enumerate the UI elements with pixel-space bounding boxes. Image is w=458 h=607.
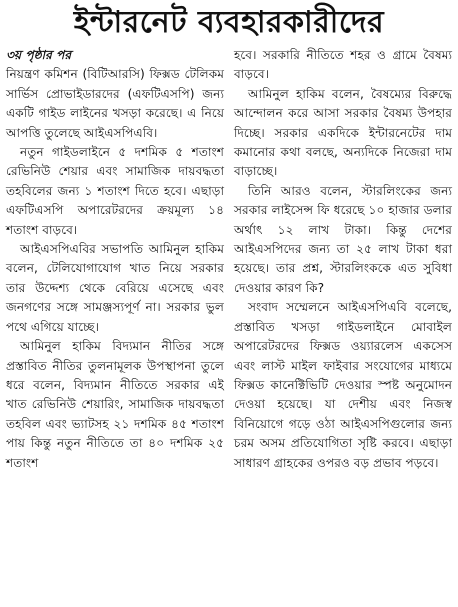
paragraph: নতুন গাইডলাইনে ৫ দশমিক ৫ শতাংশ রেভিনিউ শেয়ার এবং সামাজিক দায়বদ্ধতা তহবিলের জন্য ১ শতাংশ দিতে হবে। এছাড়া এফটিএসপি অপারেটরদের ক্রয়মূল্য ১৪ শতাংশ বাড়বে।: [6, 145, 224, 237]
paragraph: তিনি আরও বলেন, স্টারলিংকের জন্য সরকার লাইসেন্স ফি ধরেছে ১০ হাজার ডলার অর্থাৎ ১২ লাখ টাকা। কিন্তু দেশের আইএসপিদের জন্য তা ২৫ লাখ টাকা ধরা হয়েছে। তার প্রশ্ন, স্টারলিংককে এত সুবিধা দেওয়ার কারণ কি?: [234, 183, 452, 295]
paragraph: সংবাদ সম্মেলনে আইএসপিএবি বলেছে, প্রস্তাবিত খসড়া গাইডলাইনে মোবাইল অপারেটরদের ফিক্সড ওয়্যারলেস একসেস এবং লাস্ট মাইল ফাইবার সংযোগের মাধ্যমে ফিক্সড কানেক্টিভিটি দেওয়ার স্পষ্ট অনুমোদন দেওয়া হয়েছে। যা দেশীয় এবং নিজস্ব বিনিয়োগে গড়ে ওঠা আইএসপিগুলোর জন্য চরম অসম প্রতিযোগিতা সৃষ্টি করবে। এছাড়া সাধারণ গ্রাহকের ওপরও বড় প্রভাব পড়বে।: [234, 300, 452, 470]
paragraph: আইএসপিএবির সভাপতি আমিনুল হাকিম বলেন, টেলিযোগাযোগ খাত নিয়ে সরকার তার উদ্দেশ্য থেকে বেরিয়ে এসেছে এবং জনগণের সঙ্গে সামঞ্জস্যপূর্ণ না। সরকার ভুল পথে এগিয়ে যাচ্ছে।: [6, 242, 224, 334]
continued-label: ৩য় পৃষ্ঠার পর: [6, 48, 72, 62]
paragraph: আমিনুল হাকিম বিদ্যমান নীতির সঙ্গে প্রস্তাবিত নীতির তুলনামূলক উপস্থাপনা তুলে ধরে বলেন, বিদ্যমান নীতিতে সরকার এই খাত রেভিনিউ শেয়ারিং, সামাজিক দায়বদ্ধতা তহবিল এবং ভ্যাটসহ ২১ দশমিক ৪৫ শতাংশ পায় কিন্তু নতুন নীতিতে তা ৪০ দশমিক ২৫ শতাংশ: [6, 339, 224, 470]
left-column: [6, 46, 224, 473]
paragraph: হবে। সরকারি নীতিতে শহর ও গ্রামে বৈষম্য বাড়বে।: [234, 48, 452, 82]
right-column: [234, 46, 452, 473]
headline: ইন্টারনেট ব্যবহারকারীদের: [73, 5, 385, 40]
paragraph: নিয়ন্ত্রণ কমিশন (বিটিআরসি) ফিক্সড টেলিকম সার্ভিস প্রোভাইডারদের (এফটিএসপি) জন্য একটি গাইড লাইনের খসড়া করেছে। এ নিয়ে আপত্তি তুলেছে আইএসপিএবি।: [6, 67, 224, 140]
paragraph: আমিনুল হাকিম বলেন, বৈষম্যের বিরুদ্ধে আন্দোলন করে আসা সরকার বৈষম্য উপহার দিচ্ছে। সরকার একদিকে ইন্টারনেটের দাম কমানোর কথা বলছে, অন্যদিকে নিজেরা দাম বাড়াচ্ছে।: [234, 86, 452, 179]
article-columns: [6, 46, 452, 473]
